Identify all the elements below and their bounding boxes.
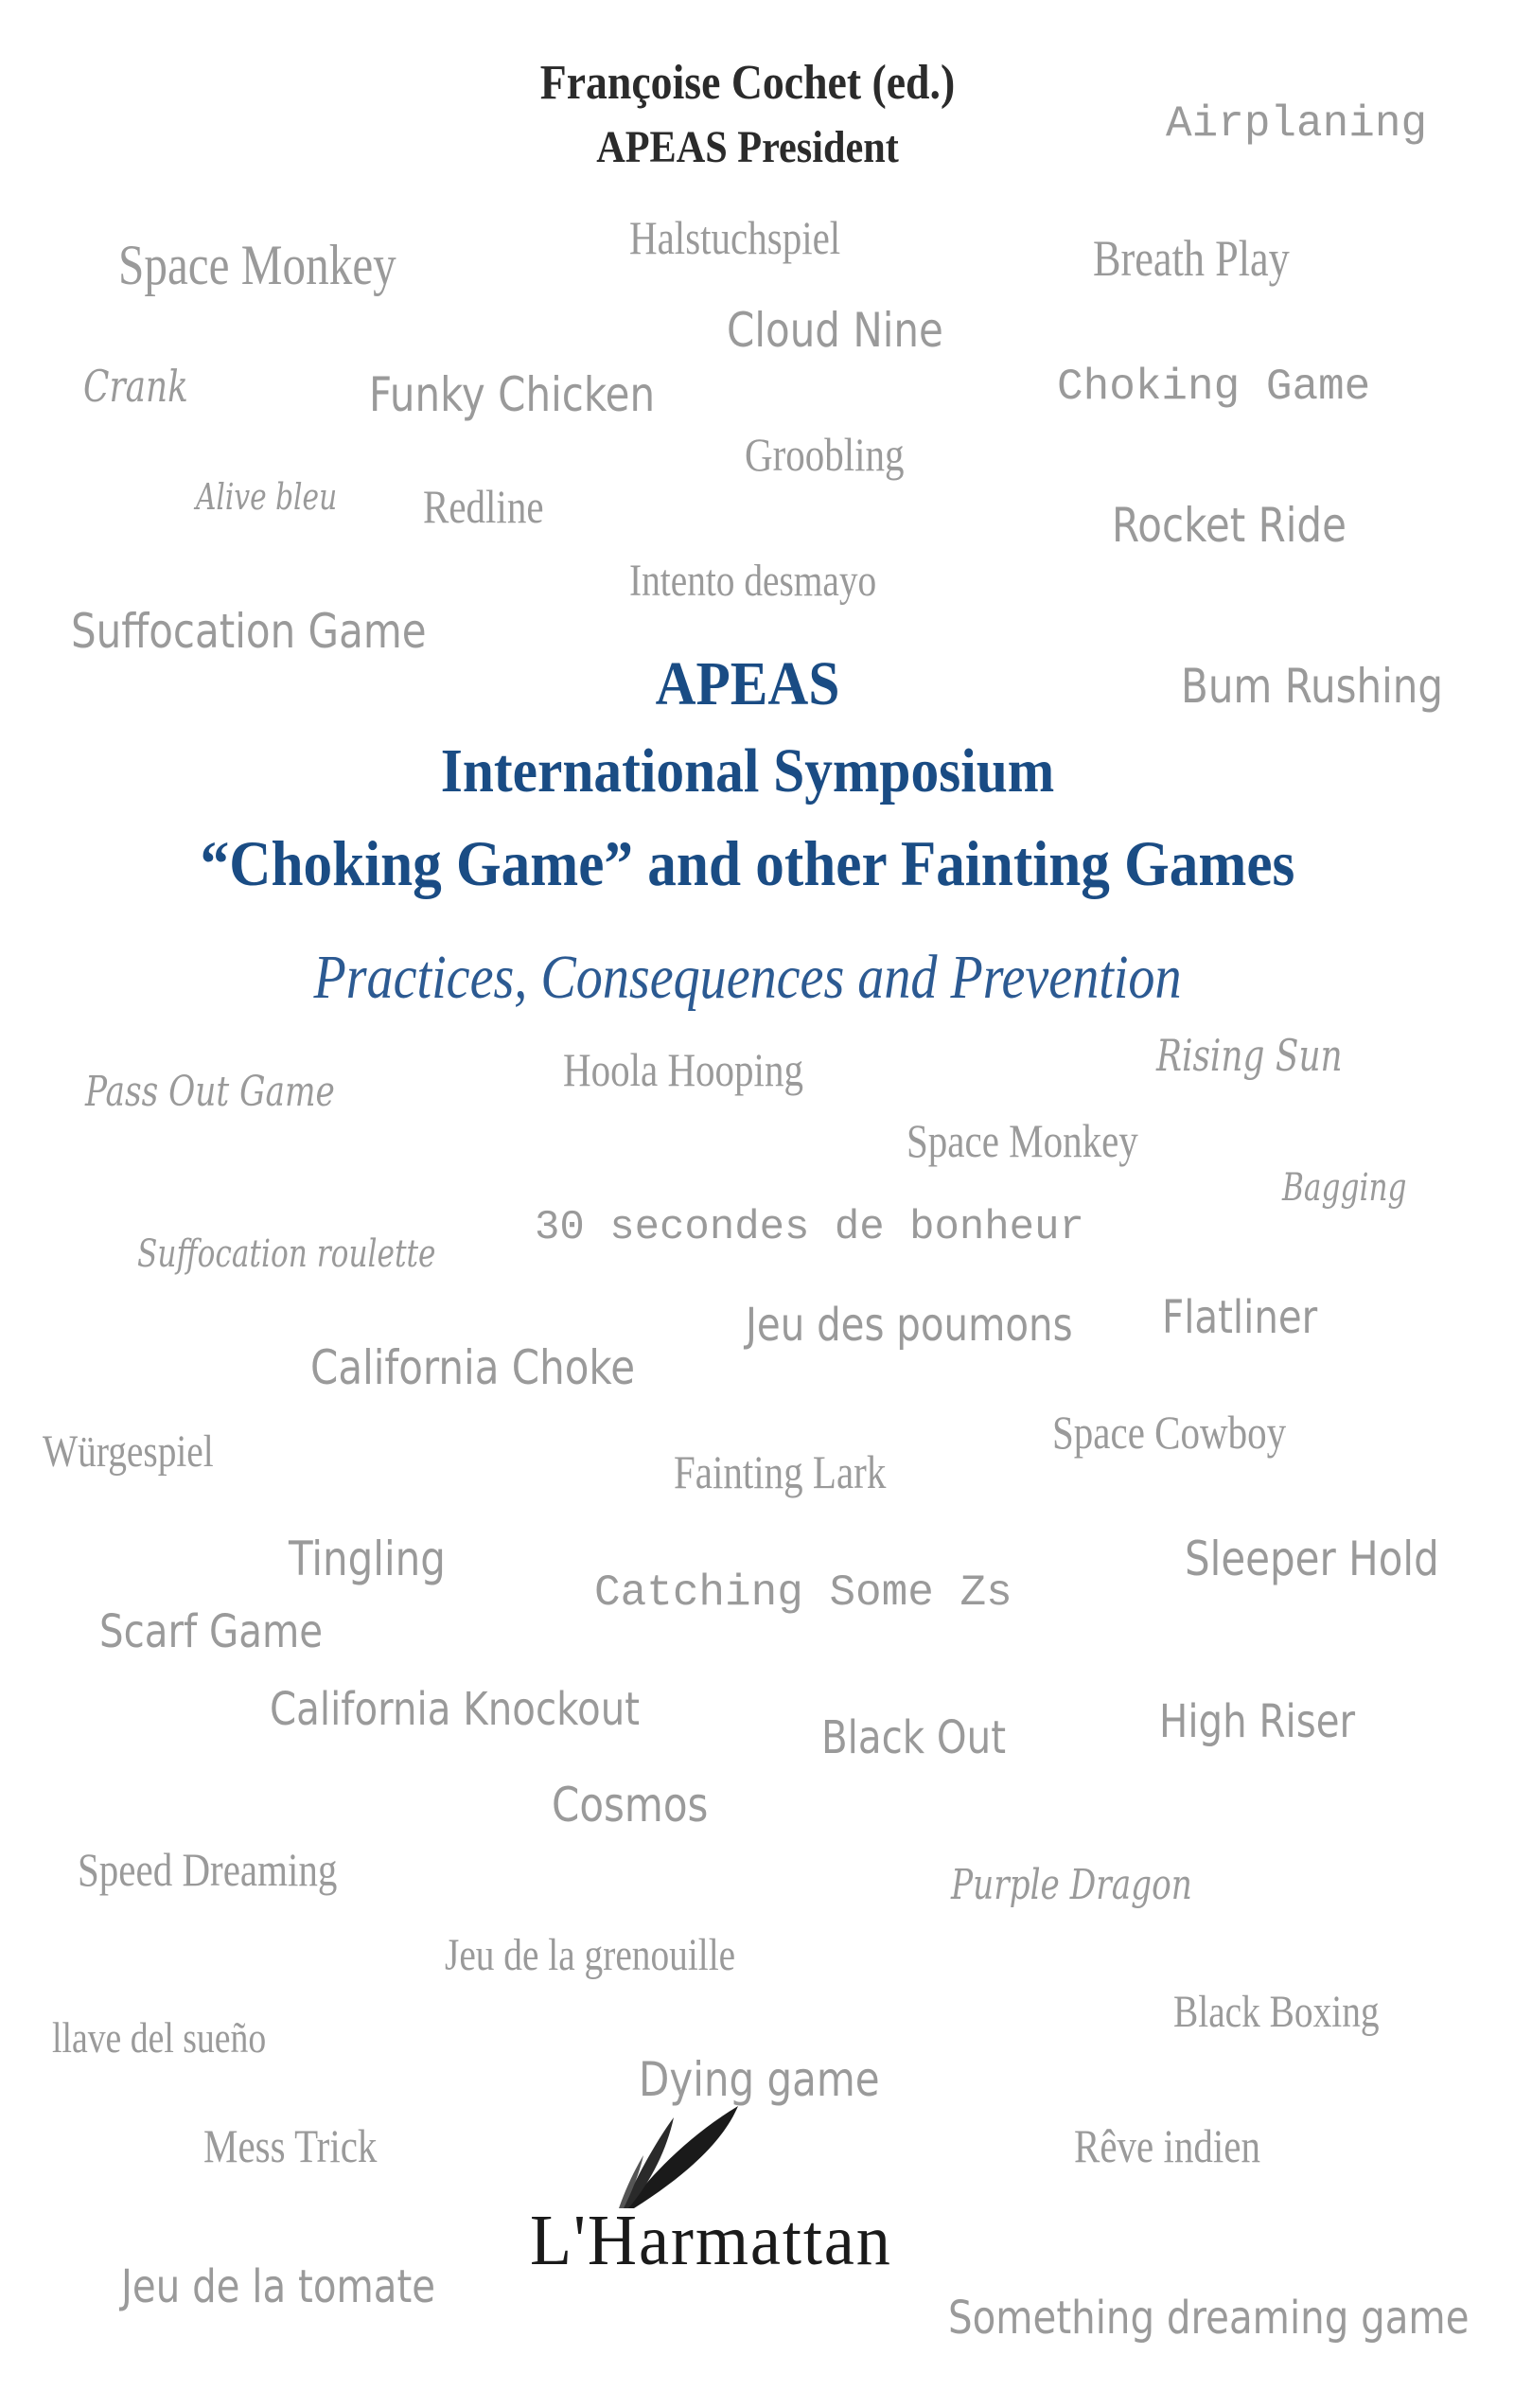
feather-quill-icon (615, 2106, 804, 2210)
word-cloud-term: Bum Rushing (1181, 659, 1444, 714)
word-cloud-term: Suffocation roulette (137, 1232, 436, 1276)
word-cloud-term: Mess Trick (203, 2119, 378, 2172)
word-cloud-term: Rising Sun (1156, 1030, 1343, 1081)
word-cloud-term: Rocket Ride (1112, 498, 1347, 553)
word-cloud-term: Jeu de la grenouille (445, 1930, 736, 1980)
word-cloud-term: Space Monkey (907, 1114, 1138, 1167)
word-cloud-term: Groobling (745, 428, 905, 481)
publisher-name (530, 2201, 892, 2280)
word-cloud-term: Fainting Lark (674, 1445, 887, 1498)
title-main: “Choking Game” and other Fainting Games (200, 827, 1295, 899)
word-cloud-term: Breath Play (1093, 230, 1290, 287)
word-cloud-term: Black Boxing (1173, 1987, 1380, 2037)
word-cloud-term: Choking Game (1057, 363, 1371, 412)
word-cloud-term: Space Monkey (118, 234, 396, 296)
word-cloud-term: Cloud Nine (727, 303, 943, 358)
word-cloud-term: California Knockout (270, 1683, 641, 1736)
word-cloud-term: Scarf Game (99, 1605, 324, 1658)
word-cloud-term: California Choke (310, 1340, 636, 1395)
word-cloud-term: Catching Some Zs (594, 1568, 1012, 1618)
word-cloud-term: Speed Dreaming (78, 1843, 338, 1896)
title-organization: APEAS (655, 649, 840, 718)
word-cloud-term: Jeu de la tomate (121, 2260, 436, 2313)
word-cloud-term: Tingling (289, 1532, 446, 1586)
word-cloud-term: Dying game (639, 2052, 880, 2107)
word-cloud-term: Airplaning (1166, 99, 1428, 149)
word-cloud-term: Sleeper Hold (1185, 1532, 1439, 1586)
subtitle: Practices, Consequences and Prevention (313, 943, 1182, 1012)
word-cloud-term: llave del sueño (52, 2013, 267, 2062)
word-cloud-term: Suffocation Game (71, 604, 427, 659)
word-cloud-term: Cosmos (552, 1778, 709, 1833)
word-cloud-term: Space Cowboy (1052, 1406, 1287, 1459)
word-cloud-term: Würgespiel (43, 1426, 214, 1477)
word-cloud-term: Black Out (821, 1711, 1007, 1764)
word-cloud-term: Crank (83, 361, 188, 412)
word-cloud-term: Alive bleu (196, 476, 338, 518)
author-role: APEAS President (596, 122, 899, 172)
word-cloud-term: High Riser (1159, 1695, 1356, 1748)
word-cloud-term: Intento desmayo (629, 556, 877, 606)
word-cloud-term: Jeu des poumons (746, 1299, 1073, 1352)
word-cloud-term: Flatliner (1162, 1291, 1318, 1344)
publisher-name-prefix: L'H (530, 2201, 639, 2280)
word-cloud-term: Halstuchspiel (629, 211, 841, 264)
word-cloud-term: Rêve indien (1074, 2119, 1260, 2172)
word-cloud-term: Purple Dragon (951, 1861, 1192, 1909)
author-name: Françoise Cochet (ed.) (539, 56, 956, 110)
word-cloud-term: 30 secondes de bonheur (535, 1204, 1084, 1251)
word-cloud-term: Something dreaming game (948, 2292, 1470, 2345)
publisher-logo (530, 2106, 984, 2280)
word-cloud-term: Hoola Hooping (563, 1043, 803, 1096)
word-cloud-term: Funky Chicken (369, 367, 656, 422)
title-event: International Symposium (440, 736, 1055, 806)
word-cloud-term: Redline (423, 480, 544, 533)
word-cloud-term: Pass Out Game (85, 1068, 335, 1116)
publisher-name-suffix: armattan (638, 2201, 892, 2280)
word-cloud-term: Bagging (1282, 1166, 1407, 1210)
